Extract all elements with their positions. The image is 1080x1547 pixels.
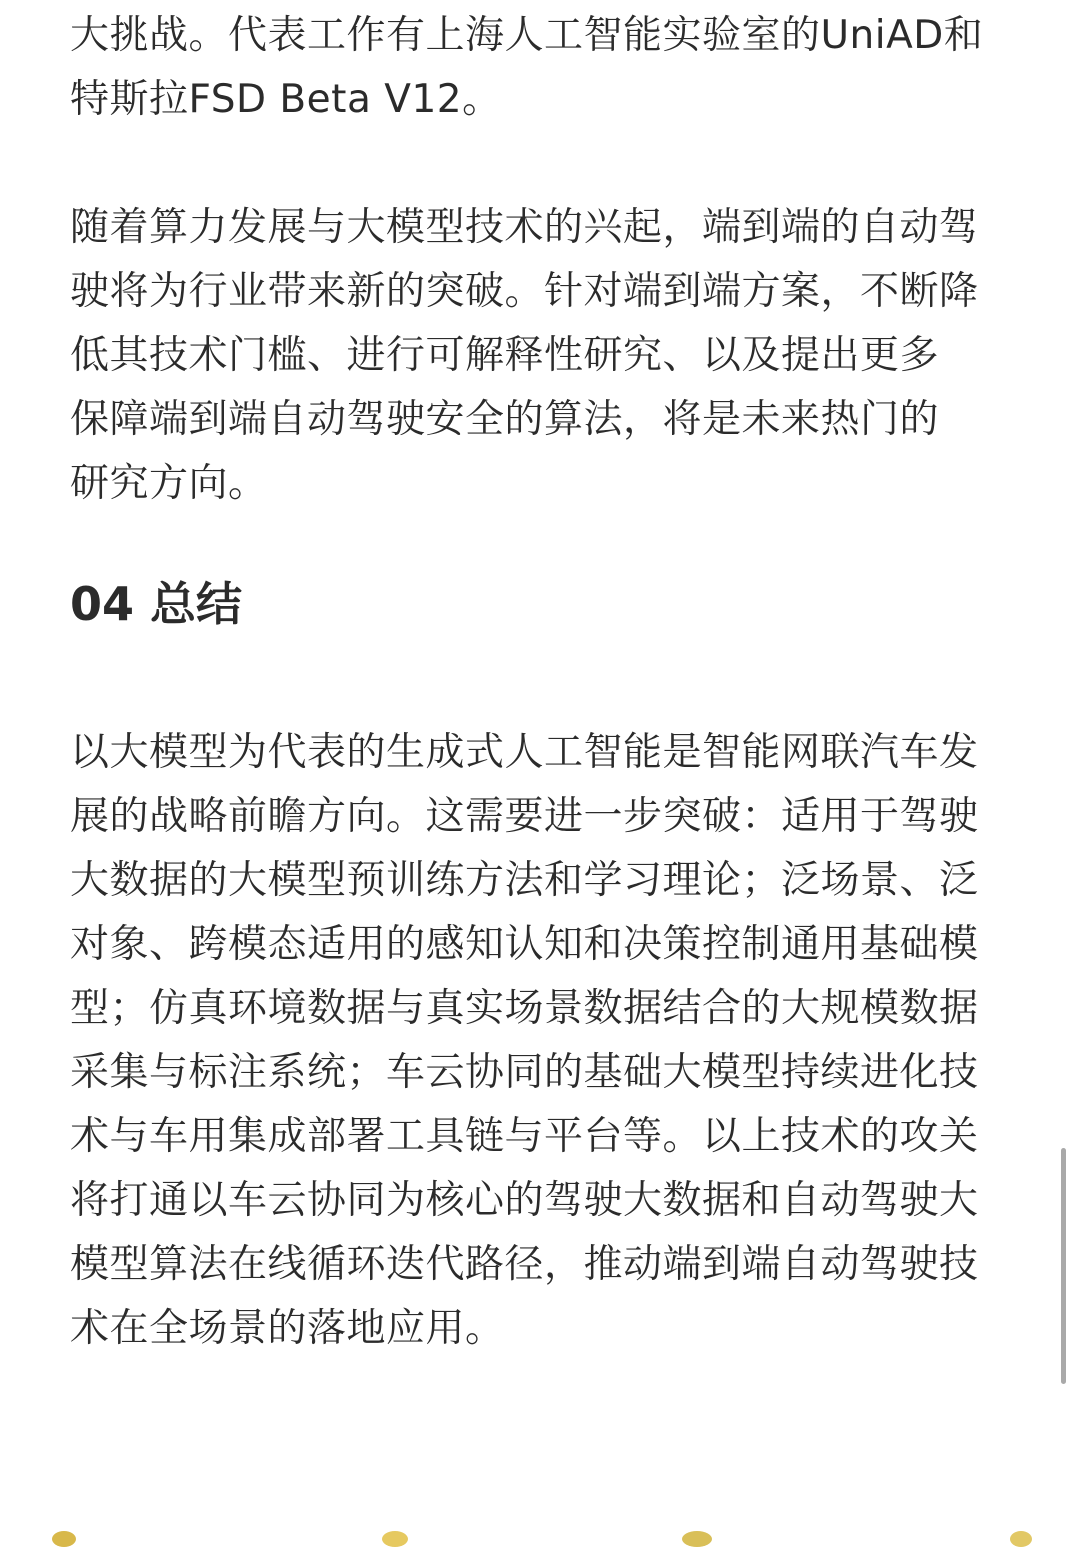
text-line: 采集与标注系统；车云协同的基础大模型持续进化技 <box>70 1050 979 1095</box>
decoration-dot <box>682 1531 712 1547</box>
paragraph-future-directions <box>70 196 985 516</box>
text-line: 保障端到端自动驾驶安全的算法，将是未来热门的 <box>70 397 940 442</box>
text-line: 将打通以车云协同为核心的驾驶大数据和自动驾驶大 <box>70 1178 979 1223</box>
scrollbar-thumb[interactable] <box>1061 1148 1066 1384</box>
paragraph-challenges-end <box>70 4 985 132</box>
text-line: 随着算力发展与大模型技术的兴起，端到端的自动驾 <box>70 205 979 250</box>
text-line: 低其技术门槛、进行可解释性研究、以及提出更多 <box>70 333 940 378</box>
section-heading-summary: 04 总结 <box>70 577 243 631</box>
text-line: 模型算法在线循环迭代路径，推动端到端自动驾驶技 <box>70 1242 979 1287</box>
text-line: 以大模型为代表的生成式人工智能是智能网联汽车发 <box>70 730 979 775</box>
decoration-dot <box>1010 1531 1032 1547</box>
text-line: 特斯拉FSD Beta V12。 <box>70 77 502 122</box>
paragraph-summary <box>70 721 985 1361</box>
text-line: 术在全场景的落地应用。 <box>70 1306 505 1351</box>
text-line: 大挑战。代表工作有上海人工智能实验室的UniAD和 <box>70 13 984 58</box>
text-line: 驶将为行业带来新的突破。针对端到端方案，不断降 <box>70 269 979 314</box>
text-line: 大数据的大模型预训练方法和学习理论；泛场景、泛 <box>70 858 979 903</box>
scrollbar[interactable] <box>1066 0 1074 1539</box>
text-line: 展的战略前瞻方向。这需要进一步突破：适用于驾驶 <box>70 794 979 839</box>
decoration-dot <box>52 1531 76 1547</box>
decoration-dot <box>382 1531 408 1547</box>
bottom-decoration <box>0 1525 1080 1539</box>
text-line: 型；仿真环境数据与真实场景数据结合的大规模数据 <box>70 986 979 1031</box>
text-line: 对象、跨模态适用的感知认知和决策控制通用基础模 <box>70 922 979 967</box>
text-line: 研究方向。 <box>70 461 268 506</box>
text-line: 术与车用集成部署工具链与平台等。以上技术的攻关 <box>70 1114 979 1159</box>
